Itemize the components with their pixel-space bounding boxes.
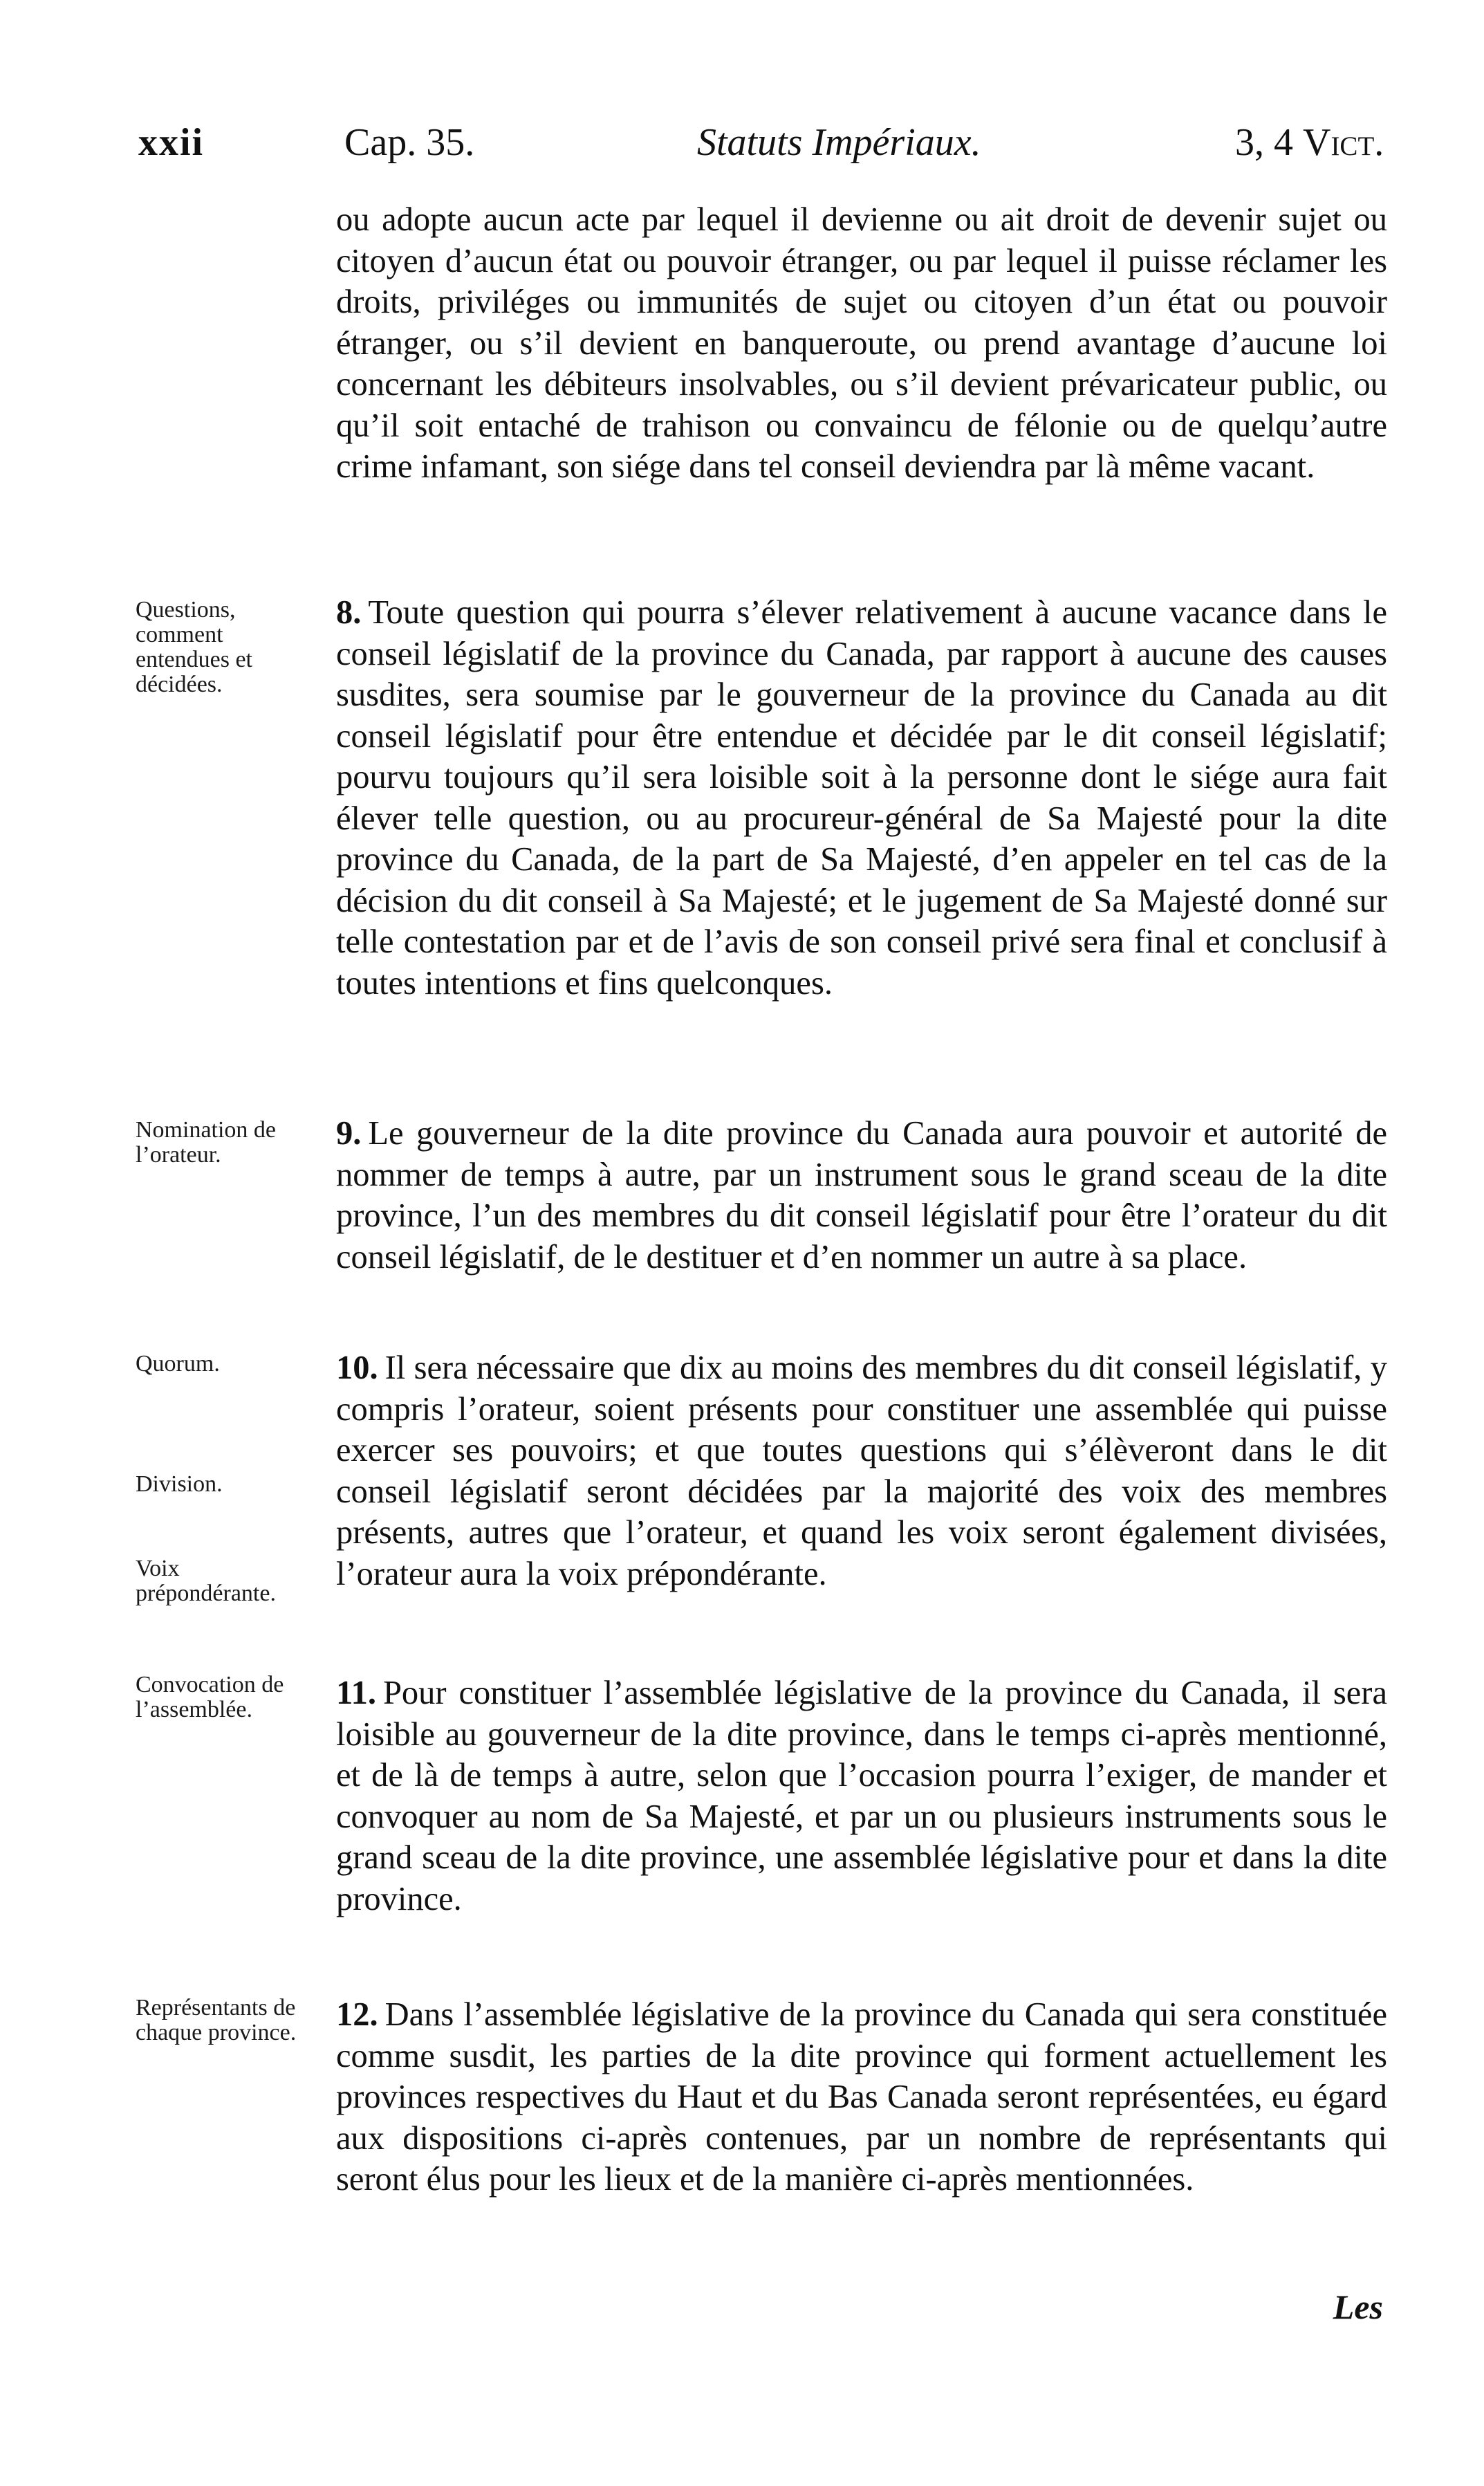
margin-note-nomination: Nomination de l’orateur. xyxy=(136,1117,277,1168)
margin-note-questions: Questions, comment entendues et décidées. xyxy=(136,597,252,697)
section-number: 8. xyxy=(336,594,362,631)
running-title: Statuts Impériaux. xyxy=(697,121,981,164)
section-number: 10. xyxy=(336,1350,378,1386)
section-body: Dans l’assemblée législative de la province du Canada qui sera constituée comme susdit, les parties de la dite province qui forment actuellement les provinces respectives du Haut et du Bas Canada seront représentées, eu égard aux dispositions ci-après contenues, par un nombre de représentants qui seront élus pour les lieux et de la manière ci-après mentionnées. xyxy=(336,1996,1387,2198)
running-header xyxy=(0,122,1484,177)
section-text xyxy=(336,1673,1387,1919)
chapter-label: Cap. 35. xyxy=(344,121,475,164)
section-8 xyxy=(336,592,1387,1004)
section-body: Il sera nécessaire que dix au moins des membres du dit conseil législatif, y compris l’orateur, soient présents pour constituer une assemblée qui puisse exercer ses pouvoirs; et que toutes questions qui s’élèveront dans le dit conseil législatif seront décidées par la majorité des voix des membres présents, autres que l’orateur, et quand les voix seront également divisées, l’orateur aura la voix prépondérante. xyxy=(336,1350,1387,1592)
section-body: Pour constituer l’assemblée législative de la province du Canada, il sera loisible au gouverneur de la dite province, dans le temps ci-après mentionné, et de là de temps à autre, selon que l’occasion pourra l’exiger, de mander et convoquer au nom de Sa Majesté, et par un ou plusieurs instruments sous le grand sceau de la dite province, une assemblée législative pour et dans la dite province. xyxy=(336,1675,1387,1917)
regnal-years: 3, 4 xyxy=(1235,121,1303,164)
continued-paragraph xyxy=(336,199,1387,488)
section-text xyxy=(336,592,1387,1004)
section-body: Le gouverneur de la dite province du Canada aura pouvoir et autorité de nommer de temps à autre, par un instrument sous le grand sceau de la dite province, l’un des membres du dit conseil législatif pour être l’orateur du dit conseil législatif, de le destituer et d’en nommer un autre à sa place. xyxy=(336,1115,1387,1276)
section-number: 11. xyxy=(336,1675,376,1711)
section-text xyxy=(336,1113,1387,1278)
section-number: 9. xyxy=(336,1115,362,1152)
margin-note-division: Division. xyxy=(136,1471,223,1497)
catchword: Les xyxy=(1333,2287,1383,2326)
margin-note-voix: Voix prépondérante. xyxy=(136,1556,276,1606)
section-text xyxy=(336,1994,1387,2200)
section-11 xyxy=(336,1673,1387,1919)
section-number: 12. xyxy=(336,1996,378,2033)
section-10 xyxy=(336,1347,1387,1594)
continuation-text: ou adopte aucun acte par lequel il devienne ou ait droit de devenir sujet ou citoyen d’aucun état ou pouvoir étranger, ou par lequel il puisse réclamer les droits, priviléges ou immunités de sujet ou citoyen d’un état ou pouvoir étranger, ou s’il devient en banqueroute, ou prend avantage d’aucune loi concernant les débiteurs insolvables, ou s’il devient prévaricateur public, ou qu’il soit entaché de trahison ou convaincu de félonie ou de quelqu’autre crime infamant, son siége dans tel conseil deviendra par là même vacant. xyxy=(336,201,1387,485)
regnal-year xyxy=(1235,122,1384,163)
section-body: Toute question qui pourra s’élever relativement à aucune vacance dans le conseil législatif de la province du Canada, par rapport à aucune des causes susdites, sera soumise par le gouverneur de la province du Canada au dit conseil législatif pour être entendue et décidée par le dit conseil législatif; pourvu toujours qu’il sera loisible soit à la personne dont le siége aura fait élever telle question, ou au procureur-général de Sa Majesté pour la dite province du Canada, de la part de Sa Majesté, d’en appeler en tel cas de la décision du dit conseil à Sa Majesté; et le jugement de Sa Majesté donné sur telle contestation par et de l’avis de son conseil privé sera final et conclusif à toutes intentions et fins quelconques. xyxy=(336,594,1387,1002)
section-9 xyxy=(336,1113,1387,1278)
section-12 xyxy=(336,1994,1387,2200)
margin-note-quorum: Quorum. xyxy=(136,1351,220,1376)
margin-note-representants: Représentants de chaque province. xyxy=(136,1995,297,2045)
page-number: xxii xyxy=(138,121,205,164)
regnal-sovereign: Vict. xyxy=(1303,121,1384,164)
section-text xyxy=(336,1347,1387,1594)
margin-note-convocation: Convocation de l’assemblée. xyxy=(136,1672,284,1722)
